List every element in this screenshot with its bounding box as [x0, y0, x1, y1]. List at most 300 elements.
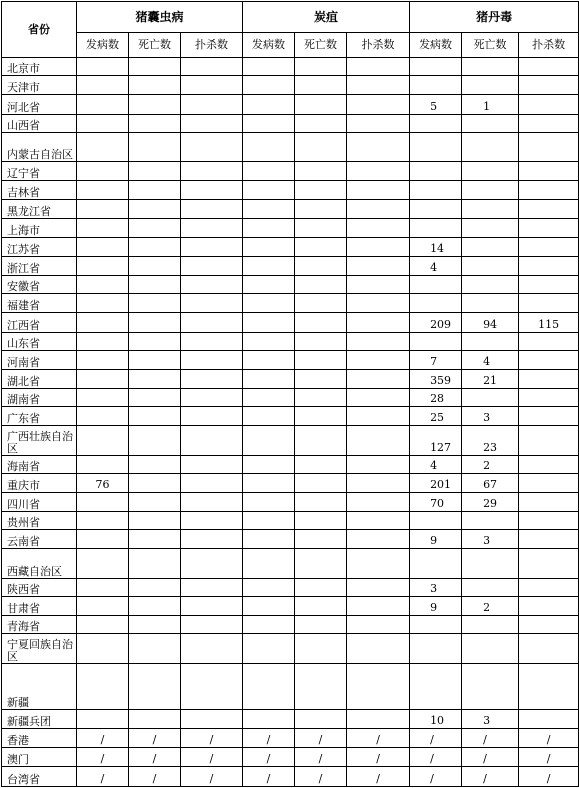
value-cell: [181, 114, 243, 132]
value-cell: [295, 313, 347, 332]
table-row: [2, 132, 579, 161]
table-row: [2, 200, 579, 219]
value-cell: [410, 275, 462, 293]
value-cell: [243, 256, 295, 275]
value-cell: [129, 95, 181, 114]
value-cell: [295, 549, 347, 578]
value-cell: [519, 369, 579, 388]
value-cell: /: [462, 748, 519, 767]
value-cell: [410, 181, 462, 200]
value-cell: [129, 200, 181, 219]
value-cell: [181, 95, 243, 114]
value-cell: [347, 709, 410, 728]
value-cell: [77, 530, 129, 549]
value-cell: 3: [462, 530, 519, 549]
value-cell: [181, 237, 243, 256]
value-cell: [295, 76, 347, 95]
value-cell: [410, 114, 462, 132]
value-cell: [347, 530, 410, 549]
value-cell: [519, 389, 579, 407]
value-cell: [347, 492, 410, 511]
value-cell: [519, 492, 579, 511]
value-cell: [129, 58, 181, 76]
value-cell: [129, 549, 181, 578]
subheader-cases: 发病数: [77, 33, 129, 58]
value-cell: [519, 58, 579, 76]
value-cell: [347, 58, 410, 76]
value-cell: [519, 294, 579, 313]
value-cell: [295, 219, 347, 237]
value-cell: [129, 663, 181, 709]
table-row: [2, 709, 579, 728]
value-cell: [462, 389, 519, 407]
value-cell: /: [77, 748, 129, 767]
value-cell: [462, 634, 519, 663]
table-row: [2, 767, 579, 787]
province-cell: 福建省: [2, 294, 77, 313]
province-cell: 浙江省: [2, 256, 77, 275]
subheader-deaths: 死亡数: [129, 33, 181, 58]
value-cell: [295, 275, 347, 293]
value-cell: 7: [410, 350, 462, 369]
value-cell: 4: [462, 350, 519, 369]
value-cell: [181, 549, 243, 578]
value-cell: [462, 58, 519, 76]
value-cell: [243, 512, 295, 530]
value-cell: [410, 76, 462, 95]
value-cell: [77, 200, 129, 219]
value-cell: [519, 132, 579, 161]
disease-statistics-table: [1, 1, 579, 787]
value-cell: [77, 219, 129, 237]
value-cell: [410, 512, 462, 530]
subheader-cases: 发病数: [243, 33, 295, 58]
value-cell: [129, 426, 181, 455]
value-cell: [181, 389, 243, 407]
value-cell: 9: [410, 530, 462, 549]
subheader-row: [2, 33, 579, 58]
province-cell: 青海省: [2, 616, 77, 634]
value-cell: /: [243, 767, 295, 787]
value-cell: 23: [462, 426, 519, 455]
value-cell: [347, 455, 410, 473]
value-cell: [77, 389, 129, 407]
value-cell: 201: [410, 473, 462, 492]
value-cell: /: [129, 767, 181, 787]
value-cell: 3: [462, 407, 519, 426]
value-cell: [129, 634, 181, 663]
value-cell: [347, 369, 410, 388]
province-cell: 黑龙江省: [2, 200, 77, 219]
value-cell: /: [519, 748, 579, 767]
table-row: [2, 181, 579, 200]
value-cell: [129, 76, 181, 95]
value-cell: [181, 455, 243, 473]
value-cell: [519, 709, 579, 728]
value-cell: [243, 237, 295, 256]
value-cell: /: [410, 748, 462, 767]
value-cell: [295, 709, 347, 728]
value-cell: /: [462, 767, 519, 787]
value-cell: /: [295, 767, 347, 787]
value-cell: [77, 663, 129, 709]
value-cell: 115: [519, 313, 579, 332]
value-cell: 9: [410, 596, 462, 615]
value-cell: [129, 256, 181, 275]
value-cell: [295, 181, 347, 200]
value-cell: [519, 76, 579, 95]
value-cell: [462, 219, 519, 237]
province-cell: 贵州省: [2, 512, 77, 530]
value-cell: [129, 332, 181, 350]
value-cell: [181, 132, 243, 161]
value-cell: [295, 426, 347, 455]
value-cell: 127: [410, 426, 462, 455]
value-cell: [519, 181, 579, 200]
table-row: [2, 596, 579, 615]
table-row: [2, 455, 579, 473]
value-cell: [519, 114, 579, 132]
value-cell: [129, 530, 181, 549]
value-cell: [347, 275, 410, 293]
value-cell: [295, 95, 347, 114]
value-cell: [181, 256, 243, 275]
province-cell: 河北省: [2, 95, 77, 114]
value-cell: [243, 663, 295, 709]
value-cell: [243, 181, 295, 200]
value-cell: [181, 596, 243, 615]
table-row: [2, 663, 579, 709]
value-cell: [181, 616, 243, 634]
value-cell: [243, 350, 295, 369]
value-cell: [347, 596, 410, 615]
value-cell: [410, 616, 462, 634]
value-cell: [347, 200, 410, 219]
value-cell: [181, 313, 243, 332]
value-cell: 1: [462, 95, 519, 114]
value-cell: [347, 95, 410, 114]
value-cell: [243, 58, 295, 76]
value-cell: /: [243, 729, 295, 748]
value-cell: [77, 76, 129, 95]
value-cell: [462, 294, 519, 313]
value-cell: 5: [410, 95, 462, 114]
value-cell: [462, 256, 519, 275]
value-cell: [243, 294, 295, 313]
value-cell: [295, 634, 347, 663]
value-cell: [519, 512, 579, 530]
value-cell: [462, 114, 519, 132]
value-cell: [129, 132, 181, 161]
table-row: [2, 76, 579, 95]
table-row: [2, 748, 579, 767]
value-cell: /: [181, 748, 243, 767]
value-cell: [519, 663, 579, 709]
table-row: [2, 492, 579, 511]
value-cell: [295, 663, 347, 709]
value-cell: [181, 332, 243, 350]
province-cell: 吉林省: [2, 181, 77, 200]
value-cell: [129, 219, 181, 237]
value-cell: [462, 549, 519, 578]
value-cell: [347, 256, 410, 275]
value-cell: [243, 616, 295, 634]
table-row: [2, 256, 579, 275]
value-cell: 21: [462, 369, 519, 388]
value-cell: [347, 332, 410, 350]
value-cell: [410, 58, 462, 76]
value-cell: [181, 350, 243, 369]
province-cell: 重庆市: [2, 473, 77, 492]
value-cell: [519, 219, 579, 237]
value-cell: [519, 530, 579, 549]
value-cell: [243, 530, 295, 549]
table-row: [2, 114, 579, 132]
value-cell: [77, 616, 129, 634]
value-cell: 76: [77, 473, 129, 492]
table-row: [2, 512, 579, 530]
value-cell: [347, 473, 410, 492]
value-cell: [243, 95, 295, 114]
value-cell: [129, 369, 181, 388]
value-cell: /: [77, 729, 129, 748]
value-cell: [181, 369, 243, 388]
value-cell: /: [519, 767, 579, 787]
value-cell: [129, 350, 181, 369]
value-cell: [295, 237, 347, 256]
value-cell: [347, 634, 410, 663]
province-cell: 河南省: [2, 350, 77, 369]
value-cell: [181, 473, 243, 492]
value-cell: [181, 492, 243, 511]
value-cell: /: [129, 729, 181, 748]
value-cell: /: [181, 729, 243, 748]
value-cell: [519, 426, 579, 455]
value-cell: [243, 132, 295, 161]
value-cell: 4: [410, 256, 462, 275]
province-cell: 江苏省: [2, 237, 77, 256]
value-cell: [462, 332, 519, 350]
value-cell: [181, 275, 243, 293]
value-cell: [462, 663, 519, 709]
table-row: [2, 426, 579, 455]
value-cell: [77, 332, 129, 350]
value-cell: [347, 616, 410, 634]
value-cell: [243, 389, 295, 407]
table-row: [2, 58, 579, 76]
value-cell: [129, 455, 181, 473]
value-cell: [129, 161, 181, 180]
value-cell: [295, 512, 347, 530]
value-cell: [410, 219, 462, 237]
value-cell: [462, 237, 519, 256]
value-cell: [347, 313, 410, 332]
value-cell: 359: [410, 369, 462, 388]
value-cell: [462, 181, 519, 200]
value-cell: [243, 313, 295, 332]
value-cell: [129, 114, 181, 132]
value-cell: [347, 389, 410, 407]
value-cell: [462, 161, 519, 180]
value-cell: [129, 473, 181, 492]
value-cell: [77, 294, 129, 313]
value-cell: [462, 578, 519, 596]
value-cell: 209: [410, 313, 462, 332]
value-cell: [77, 313, 129, 332]
value-cell: [243, 473, 295, 492]
province-cell: 四川省: [2, 492, 77, 511]
subheader-deaths: 死亡数: [295, 33, 347, 58]
value-cell: [347, 549, 410, 578]
province-cell: 内蒙古自治区: [2, 132, 77, 161]
value-cell: 70: [410, 492, 462, 511]
value-cell: [519, 578, 579, 596]
province-cell: 广东省: [2, 407, 77, 426]
table-row: [2, 634, 579, 663]
value-cell: [243, 114, 295, 132]
value-cell: [347, 76, 410, 95]
province-cell: 江西省: [2, 313, 77, 332]
table-row: [2, 350, 579, 369]
table-row: [2, 407, 579, 426]
value-cell: [519, 256, 579, 275]
value-cell: [243, 369, 295, 388]
value-cell: /: [295, 729, 347, 748]
value-cell: [77, 426, 129, 455]
value-cell: [129, 407, 181, 426]
value-cell: [295, 616, 347, 634]
value-cell: [462, 132, 519, 161]
province-cell: 上海市: [2, 219, 77, 237]
table-row: [2, 549, 579, 578]
value-cell: [77, 181, 129, 200]
value-cell: [295, 369, 347, 388]
value-cell: 14: [410, 237, 462, 256]
value-cell: 94: [462, 313, 519, 332]
value-cell: [77, 512, 129, 530]
value-cell: [181, 709, 243, 728]
value-cell: [243, 549, 295, 578]
value-cell: [519, 275, 579, 293]
value-cell: /: [181, 767, 243, 787]
value-cell: [77, 634, 129, 663]
value-cell: [129, 275, 181, 293]
value-cell: 3: [410, 578, 462, 596]
value-cell: [129, 181, 181, 200]
province-cell: 宁夏回族自治区: [2, 634, 77, 663]
value-cell: [519, 596, 579, 615]
province-cell: 广西壮族自治区: [2, 426, 77, 455]
value-cell: [181, 426, 243, 455]
value-cell: [243, 219, 295, 237]
value-cell: [129, 709, 181, 728]
value-cell: [77, 95, 129, 114]
value-cell: [129, 616, 181, 634]
value-cell: [243, 407, 295, 426]
province-cell: 天津市: [2, 76, 77, 95]
province-cell: 台湾省: [2, 767, 77, 787]
table-row: [2, 275, 579, 293]
value-cell: [129, 512, 181, 530]
value-cell: [77, 549, 129, 578]
value-cell: /: [410, 729, 462, 748]
value-cell: [181, 512, 243, 530]
value-cell: [181, 161, 243, 180]
table-row: [2, 389, 579, 407]
province-cell: 云南省: [2, 530, 77, 549]
value-cell: [295, 530, 347, 549]
value-cell: [243, 76, 295, 95]
value-cell: [519, 95, 579, 114]
value-cell: [77, 161, 129, 180]
value-cell: [347, 512, 410, 530]
value-cell: [519, 455, 579, 473]
province-cell: 安徽省: [2, 275, 77, 293]
value-cell: 10: [410, 709, 462, 728]
value-cell: [181, 294, 243, 313]
province-cell: 澳门: [2, 748, 77, 767]
table-row: [2, 332, 579, 350]
table-row: [2, 578, 579, 596]
province-cell: 辽宁省: [2, 161, 77, 180]
value-cell: [295, 596, 347, 615]
value-cell: [77, 114, 129, 132]
value-cell: /: [519, 729, 579, 748]
value-cell: [295, 332, 347, 350]
value-cell: [295, 578, 347, 596]
value-cell: [295, 132, 347, 161]
value-cell: [410, 663, 462, 709]
value-cell: 25: [410, 407, 462, 426]
value-cell: [462, 512, 519, 530]
value-cell: [295, 294, 347, 313]
value-cell: [77, 407, 129, 426]
value-cell: [519, 549, 579, 578]
value-cell: [77, 492, 129, 511]
table-row: [2, 369, 579, 388]
value-cell: [519, 161, 579, 180]
value-cell: [519, 473, 579, 492]
table-body: [2, 58, 579, 787]
value-cell: [295, 389, 347, 407]
table-row: [2, 161, 579, 180]
value-cell: [462, 76, 519, 95]
subheader-deaths: 死亡数: [462, 33, 519, 58]
value-cell: [462, 200, 519, 219]
value-cell: [243, 275, 295, 293]
group-header-cysticercosis: 猪囊虫病: [77, 2, 243, 33]
value-cell: 3: [462, 709, 519, 728]
value-cell: [410, 549, 462, 578]
value-cell: /: [462, 729, 519, 748]
value-cell: [410, 200, 462, 219]
table-row: [2, 95, 579, 114]
value-cell: [347, 407, 410, 426]
value-cell: [243, 596, 295, 615]
value-cell: 4: [410, 455, 462, 473]
value-cell: [347, 181, 410, 200]
value-cell: [295, 58, 347, 76]
value-cell: [181, 219, 243, 237]
province-cell: 湖北省: [2, 369, 77, 388]
value-cell: [181, 634, 243, 663]
value-cell: /: [347, 729, 410, 748]
value-cell: [181, 181, 243, 200]
value-cell: [243, 200, 295, 219]
value-cell: [243, 578, 295, 596]
subheader-culled: 扑杀数: [519, 33, 579, 58]
value-cell: [129, 237, 181, 256]
